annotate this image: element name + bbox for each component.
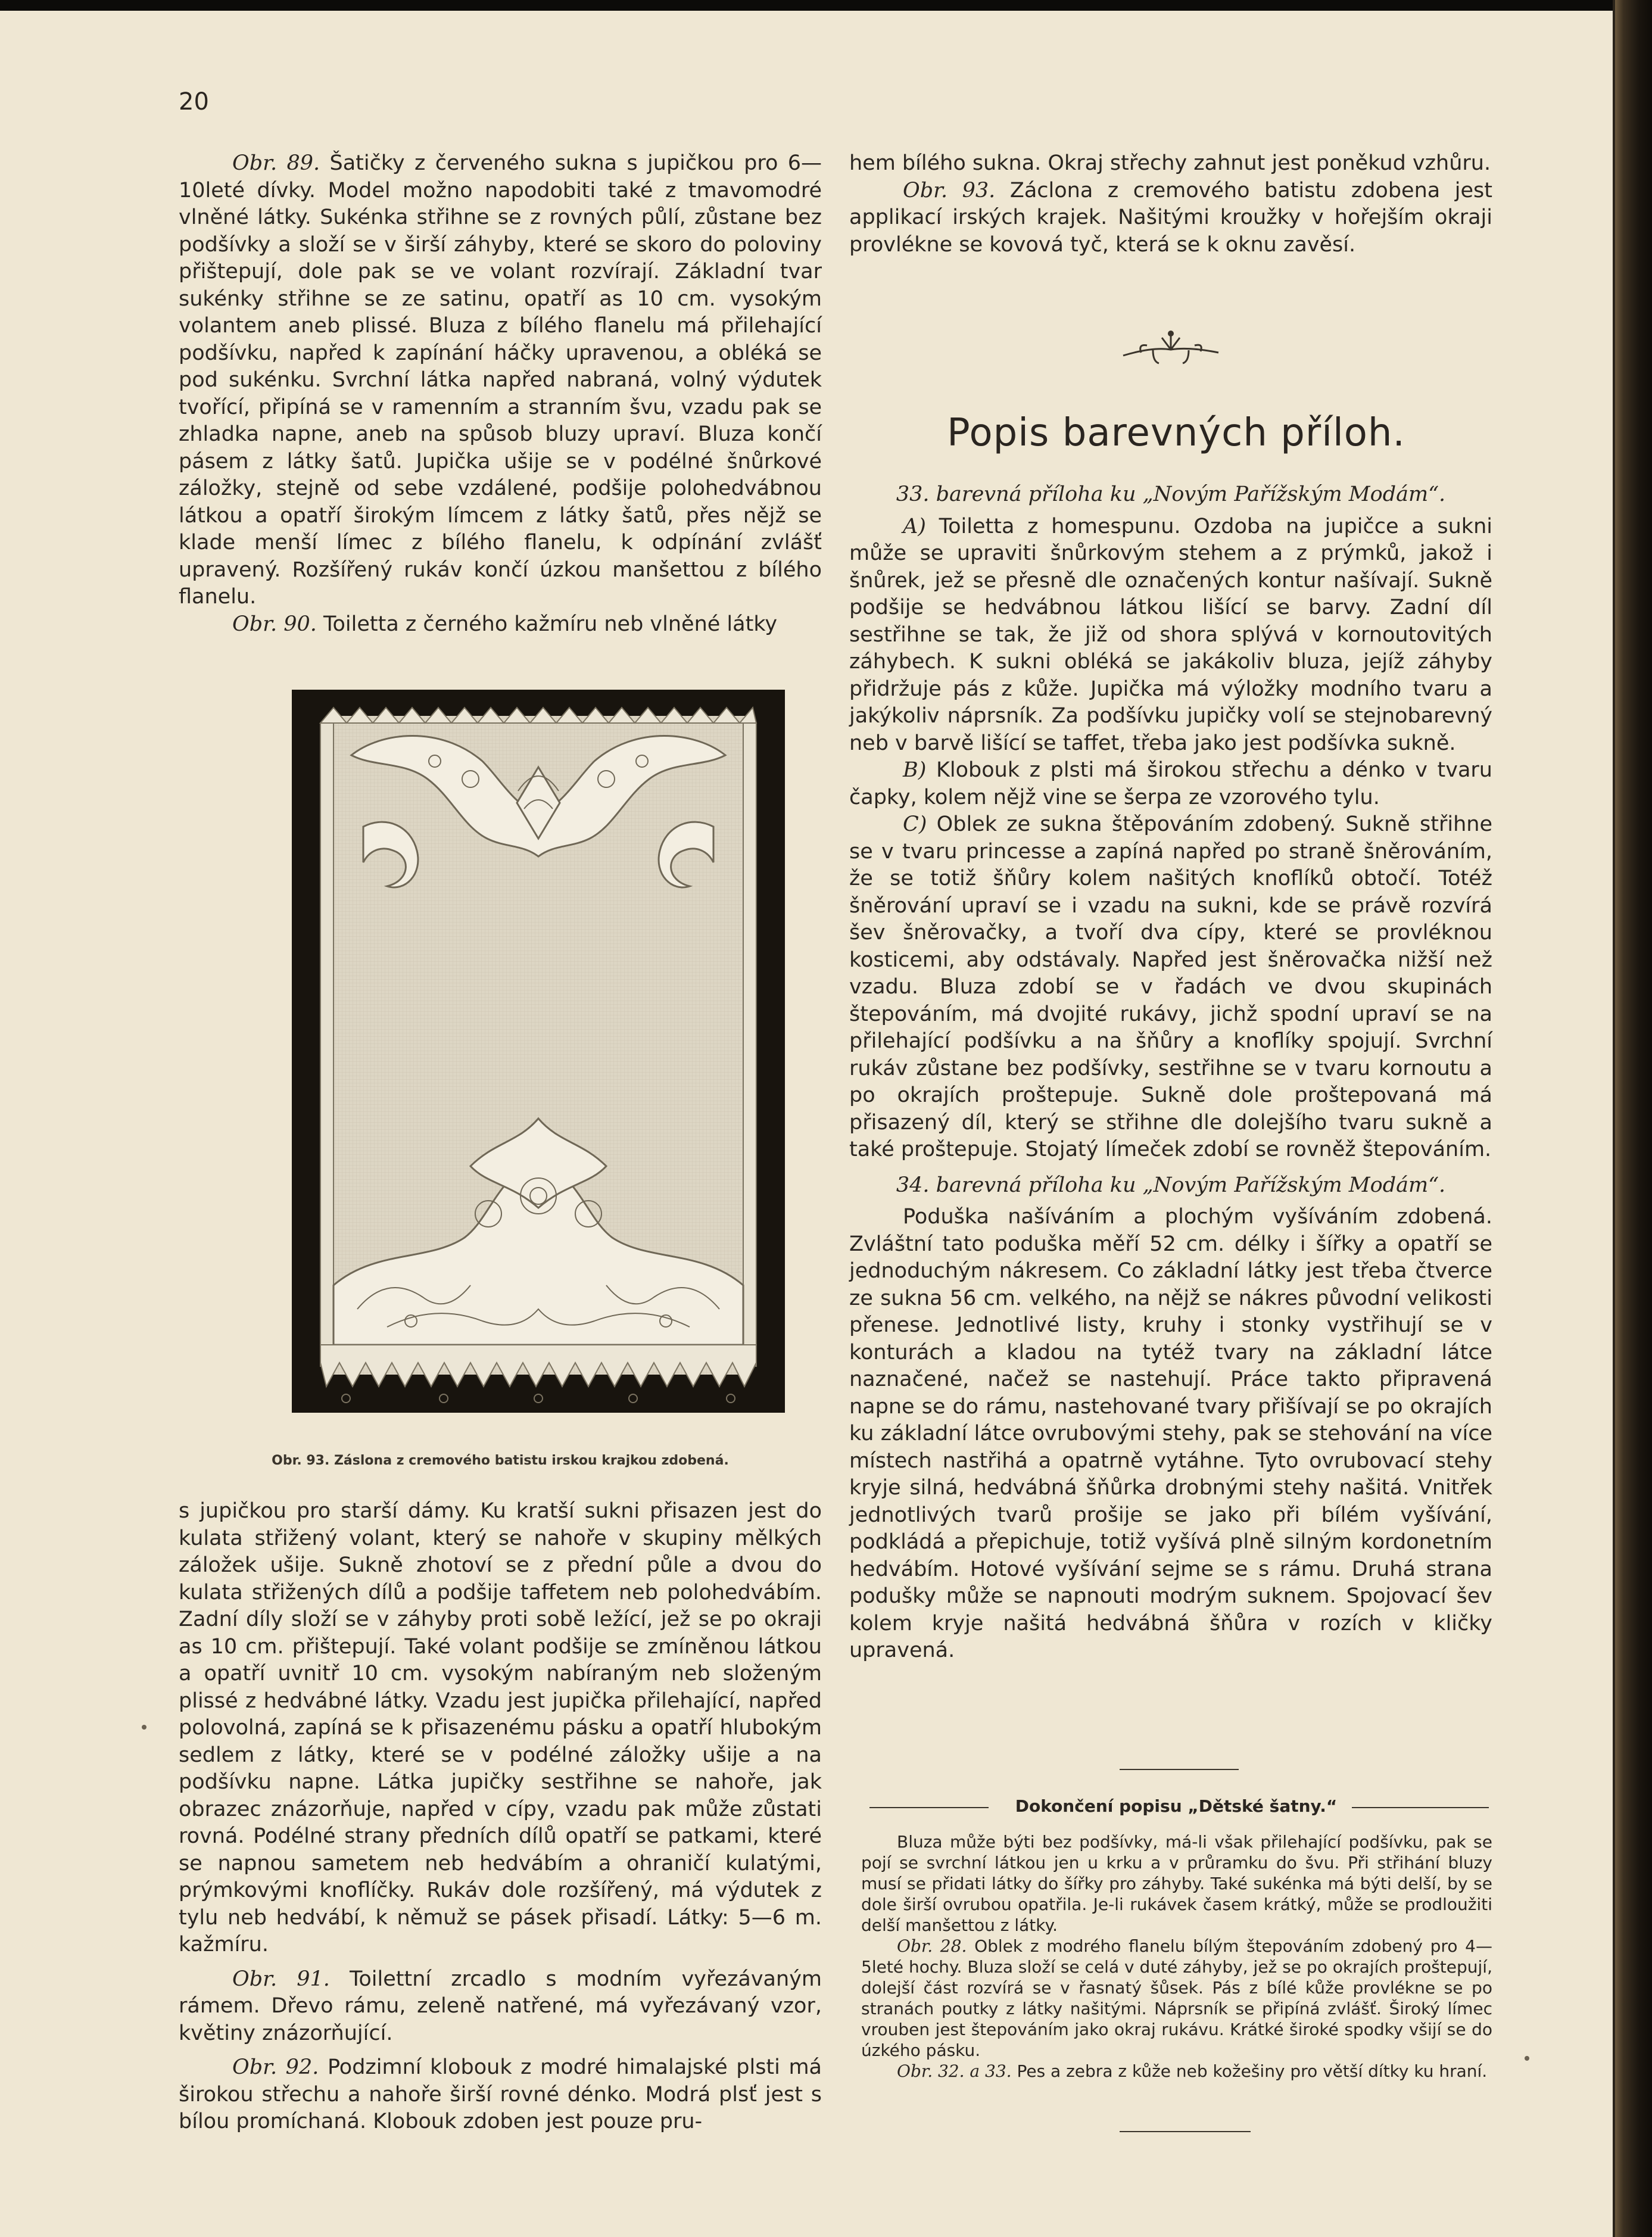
paragraph-continuation bbox=[179, 1498, 822, 1959]
right-column-top bbox=[849, 150, 1492, 258]
supplement-34-heading: 34. barevná příloha ku „Novým Pařížským Modám“. bbox=[896, 1173, 1446, 1197]
figure-caption: Obr. 93. Záslona z cremového batistu irskou krajkou zdobená. bbox=[272, 1453, 729, 1468]
lace-curtain-illustration bbox=[292, 690, 785, 1413]
paragraph-obr-92 bbox=[179, 2054, 822, 2136]
paragraph-text: Oblek z modrého flanelu bílým štepováním zdobený pro 4—5leté hochy. Bluza složí se celá v duté záhyby, jež se po okrajích proštepují, dolejší část rozvírá se v řasnatý šůsek. Pás z bílé kůže provlékne se po stranách poutky z látky našitými. Náprsník se připíná zvlášť. Široký límec vrouben jest štepováním jako okraj rukávu. Krátké široké spodky všijí se do úzkého pásku. bbox=[861, 1936, 1492, 2060]
paragraph-text: Bluza může býti bez podšívky, má-li však přilehající podšívku, pak se pojí se svrchní látkou jen u krku a v průramku do švu. Při střihání bluzy musí se přidati látky do šířky pro záhyby. Také sukénka má býti delší, by se dole širší ovrubou opatřila. Je-li rukávek časem krátký, může se prodloužiti delší manšettou z látky. bbox=[861, 1832, 1492, 1935]
book-spine bbox=[1615, 0, 1652, 2237]
figure-reference: Obr. 92. bbox=[232, 2055, 319, 2079]
paragraph-text: Toilettní zrcadlo s modním vyřezávaným rámem. Dřevo rámu, zeleně natřené, má vyřezávaný vzor, květiny znázorňující. bbox=[179, 1967, 822, 2045]
supplement-33-paragraph-c bbox=[849, 811, 1492, 1164]
paragraph-obr-90 bbox=[179, 611, 822, 638]
divider-rule bbox=[1120, 1769, 1239, 1770]
lace-curtain-drawing bbox=[292, 690, 785, 1413]
paragraph-text: Šatičky z červeného sukna s jupičkou pro 6—10leté dívky. Model možno napodobiti také z tmavomodré vlněné látky. Sukénka střihne se z rovných půlí, zůstane bez podšívky a složí se v širší záhyby, které se skoro do poloviny přištepují, dole pak se ve volant rozvírají. Základní tvar sukénky střihne se ze satinu, opatří as 10 cm. vysokým volantem aneb plissé. Bluza z bílého flanelu má přilehající podšívku, napřed k zapínání háčky upravenou, a obléká se pod sukénku. Svrchní látka napřed nabraná, volný výdutek tvořící, připíná se v ramenním a stranním švu, vzadu pak se zhladka napne, aneb na spůsob bluzy upraví. Bluza končí pásem z látky šatů. Jupička ušije se v podélné šnůrkové záložky, stejně od sebe vzdálené, podšije polohedvábnou látkou a opatří širokým límcem z látky šatů, přes nějž se klade menší límec z bílého flanelu, k odpínání zvlášť upravený. Rozšířený rukáv končí úzkou manšettou z bílého flanelu. bbox=[179, 151, 822, 609]
paragraph-text: Záclona z cremového batistu zdobena jest applikací irských krajek. Našitými kroužky v hořejším okraji provlékne se kovová tyč, která se k oknu zavěsí. bbox=[849, 178, 1492, 257]
divider-rule bbox=[1120, 2131, 1251, 2132]
completion-paragraph-obr-32-33 bbox=[861, 2061, 1492, 2082]
margin-speck bbox=[142, 1725, 147, 1730]
figure-reference: Obr. 93. bbox=[903, 178, 996, 202]
item-marker: A) bbox=[903, 514, 926, 538]
item-marker: B) bbox=[903, 758, 927, 782]
paragraph-text: Podzimní klobouk z modré himalajské plsti má širokou střechu a nahoře širší rovné dénko. Modrá plsť jest s bílou promíchaná. Klobouk zdoben jest pouze pru- bbox=[179, 2055, 822, 2133]
figure-reference: Obr. 91. bbox=[232, 1967, 330, 1991]
paragraph-text: Oblek ze sukna štěpováním zdobený. Sukně střihne se v tvaru princesse a zapíná napřed po straně šněrováním, že se totiž šňůry kolem našitých knoflíků obtočí. Totéž šněrování upraví se i vzadu na sukni, kde se právě rozvírá šev šněrovačky, a tvoří dva cípy, které se provléknou kosticemi, aby odstávaly. Napřed jest šněrovačka nižší než vzadu. Bluza zdobí se v řadách ve dvou skupinách štepováním, má dvojité rukávy, jichž spodní upraví se na přilehající podšívku a na šňůry a knoflíky spojují. Svrchní rukáv zůstane bez podšívky, sestřihne se v tvaru kornoutu a po okrajích proštepuje. Sukně dole proštepovaná má přisazený díl, který se střihne dle dolejšího tvaru sukně a také proštepuje. Stojatý límeček zdobí se rovněž štepováním. bbox=[849, 812, 1492, 1161]
paragraph-obr-91 bbox=[179, 1966, 822, 2048]
completion-paragraph-obr-28 bbox=[861, 1936, 1492, 2061]
paragraph-text: Poduška našíváním a plochým vyšíváním zdobená. Zvláštní tato poduška měří 52 cm. délky i šířky a opatří se jednoduchým nákresem. Co základní látky jest třeba čtverce ze sukna 56 cm. velkého, na nějž se nákres původní velikosti přenese. Jednotlivé listy, kruhy i stonky vystřihují se v konturách a kladou na tytéž tvary na základní látce naznačené, načež se nastehují. Práce takto připravená napne se do rámu, nastehované tvary přišívají se po okrajích ku základní látce ovrubovými stehy, pak se stehování na více místech nastřihá a opatrně vytáhne. Tyto ovrubovací stehy kryje silná, hedvábná šňůrka drobnými stehy našitá. Vnitřek jednotlivých tvarů prošije se jako při bílém vyšívání, podkládá a přepichuje, totiž vyšívá plně silným kordonetním hedvábím. Hotové vyšívání sejme se s rámu. Druhá strana podušky může se napnouti modrým suknem. Spojovací šev kolem kryje našitá hedvábná šňůra v rozích v kličky upravená. bbox=[849, 1205, 1492, 1662]
paragraph-text: Pes a zebra z kůže neb kožešiny pro větší dítky ku hraní. bbox=[1017, 2061, 1488, 2081]
margin-speck bbox=[1525, 2056, 1529, 2061]
figure-reference: Obr. 28. bbox=[897, 1936, 967, 1956]
paragraph-obr-93 bbox=[849, 177, 1492, 259]
item-marker: C) bbox=[903, 812, 927, 836]
completion-title: Dokončení popisu „Dětské šatny.“ bbox=[1015, 1796, 1338, 1816]
paragraph-obr-89 bbox=[179, 150, 822, 611]
paragraph-text: s jupičkou pro starší dámy. Ku kratší sukni přisazen jest do kulata střižený volant, který se nahoře v skupiny mělkých záložek ušije. Sukně zhotoví se z přední půle a dvou do kulata střižených dílů a podšije taffetem neb polohedvábím. Zadní díly složí se v záhyby proti sobě ležící, jež se po okraji as 10 cm. přištepují. Také volant podšije se zmíněnou látkou a opatří uvnitř 10 cm. vysokým nabíraným neb složeným plissé z hedvábné látky. Vzadu jest jupička přilehající, napřed polovolná, zapíná se k přisazenému pásku a opatří hlubokým sedlem z látky, které se v podélné záložky ušije a na podšívku napne. Látka jupičky sestřihne se nahoře, jak obrazec znázorňuje, napřed v cípy, vzadu pak může zůstati rovná. Podélné strany předních dílů opatří se patkami, které se napnou sametem neb hedvábím a ohraničí kulatými, prýmkovými knoflíčky. Rukáv dole rozšířený, má výdutek z tylu neb hedvábí, k němuž se pásek přisadí. Látky: 5—6 m. kažmíru. bbox=[179, 1499, 822, 1956]
figure-reference: Obr. 90. bbox=[232, 612, 317, 636]
section-title: Popis barevných příloh. bbox=[947, 411, 1405, 455]
left-column-top bbox=[179, 150, 822, 638]
page-number: 20 bbox=[179, 88, 209, 116]
paragraph-text: hem bílého sukna. Okraj střechy zahnut jest poněkud vzhůru. bbox=[849, 151, 1491, 175]
paragraph-continuation bbox=[849, 150, 1492, 177]
paragraph-text: Klobouk z plsti má širokou střechu a dénko v tvaru čapky, kolem nějž vine se šerpa ze vzorového tylu. bbox=[849, 758, 1492, 809]
supplement-33-heading: 33. barevná příloha ku „Novým Pařížským Modám“. bbox=[896, 482, 1446, 506]
floral-ornament-icon bbox=[1117, 329, 1224, 370]
right-column-supplements bbox=[849, 481, 1492, 1665]
left-column-bottom bbox=[179, 1498, 822, 2136]
paragraph-text: Toiletta z černého kažmíru neb vlněné látky bbox=[323, 612, 778, 636]
paragraph-text: Toiletta z homespunu. Ozdoba na jupičce a sukni může se upraviti šnůrkovým stehem a z prýmků, jakož i šnůrek, jež se přesně dle označených kontur našívají. Sukně podšije se hedvábnou látkou lišící se barvy. Zadní díl sestřihne se tak, že již od shora splývá v kornoutovitých záhybech. K sukni obléká se jakákoliv bluza, jejíž záhyby přidržuje pás z kůže. Jupička má výložky modního tvaru a jakýkoliv náprsník. Za podšívku jupičky volí se stejnobarevný neb v barvě lišící se taffet, třeba jako jest podšívka sukně. bbox=[849, 514, 1492, 755]
supplement-33-paragraph-a bbox=[849, 513, 1492, 758]
supplement-34-paragraph bbox=[849, 1204, 1492, 1665]
completion-section bbox=[861, 1831, 1492, 2082]
completion-paragraph bbox=[861, 1831, 1492, 1936]
figure-reference: Obr. 89. bbox=[232, 151, 320, 175]
figure-reference: Obr. 32. a 33. bbox=[897, 2061, 1012, 2081]
supplement-33-paragraph-b bbox=[849, 757, 1492, 811]
